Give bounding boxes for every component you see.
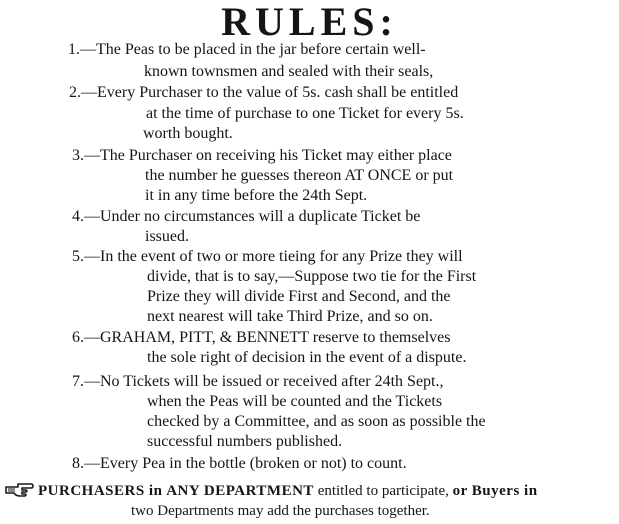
- rule-5-line-2: divide, that is to say,—Suppose two tie for the First: [147, 268, 477, 285]
- rule-6-line-2: the sole right of decision in the event of a dispute.: [147, 349, 467, 366]
- pointing-hand-icon: [4, 481, 34, 499]
- rule-8-line-1: 8.—Every Pea in the bottle (broken or not) to count.: [72, 455, 407, 472]
- rule-2-line-1: 2.—Every Purchaser to the value of 5s. cash shall be entitled: [69, 84, 459, 101]
- rule-1-line-1: 1.—The Peas to be placed in the jar before certain well-: [68, 41, 426, 58]
- rule-3-line-3: it in any time before the 24th Sept.: [145, 187, 368, 204]
- footer-entitled: entitled to participate,: [317, 483, 449, 499]
- page-title: RULES:: [221, 0, 398, 44]
- rule-2-line-2: at the time of purchase to one Ticket for every 5s.: [146, 105, 464, 122]
- footer-line-1: [38, 481, 538, 501]
- rule-7-line-4: successful numbers published.: [147, 433, 343, 450]
- rule-1-line-2: known townsmen and sealed with their seals,: [144, 63, 434, 80]
- rule-7-line-2: when the Peas will be counted and the Tickets: [147, 393, 443, 410]
- footer-purchasers: PURCHASERS in: [38, 483, 163, 499]
- rule-7-line-1: 7.—No Tickets will be issued or received after 24th Sept.,: [72, 373, 444, 390]
- footer-or-buyers: or Buyers in: [452, 483, 538, 499]
- rule-4-line-2: issued.: [145, 228, 189, 245]
- rule-6-line-1: 6.—GRAHAM, PITT, & BENNETT reserve to themselves: [72, 329, 451, 346]
- footer-line-2: two Departments may add the purchases together.: [131, 503, 430, 519]
- rule-2-line-3: worth bought.: [143, 125, 233, 142]
- rule-5-line-4: next nearest will take Third Prize, and so on.: [147, 308, 433, 325]
- rule-5-line-1: 5.—In the event of two or more tieing for any Prize they will: [72, 248, 463, 265]
- rule-4-line-1: 4.—Under no circumstances will a duplicate Ticket be: [72, 208, 421, 225]
- rule-5-line-3: Prize they will divide First and Second, and the: [147, 288, 451, 305]
- rule-3-line-2: the number he guesses thereon AT ONCE or put: [145, 167, 454, 184]
- footer-any-department: ANY DEPARTMENT: [166, 483, 314, 499]
- rule-3-line-1: 3.—The Purchaser on receiving his Ticket may either place: [72, 147, 452, 164]
- rule-7-line-3: checked by a Committee, and as soon as possible the: [147, 413, 486, 430]
